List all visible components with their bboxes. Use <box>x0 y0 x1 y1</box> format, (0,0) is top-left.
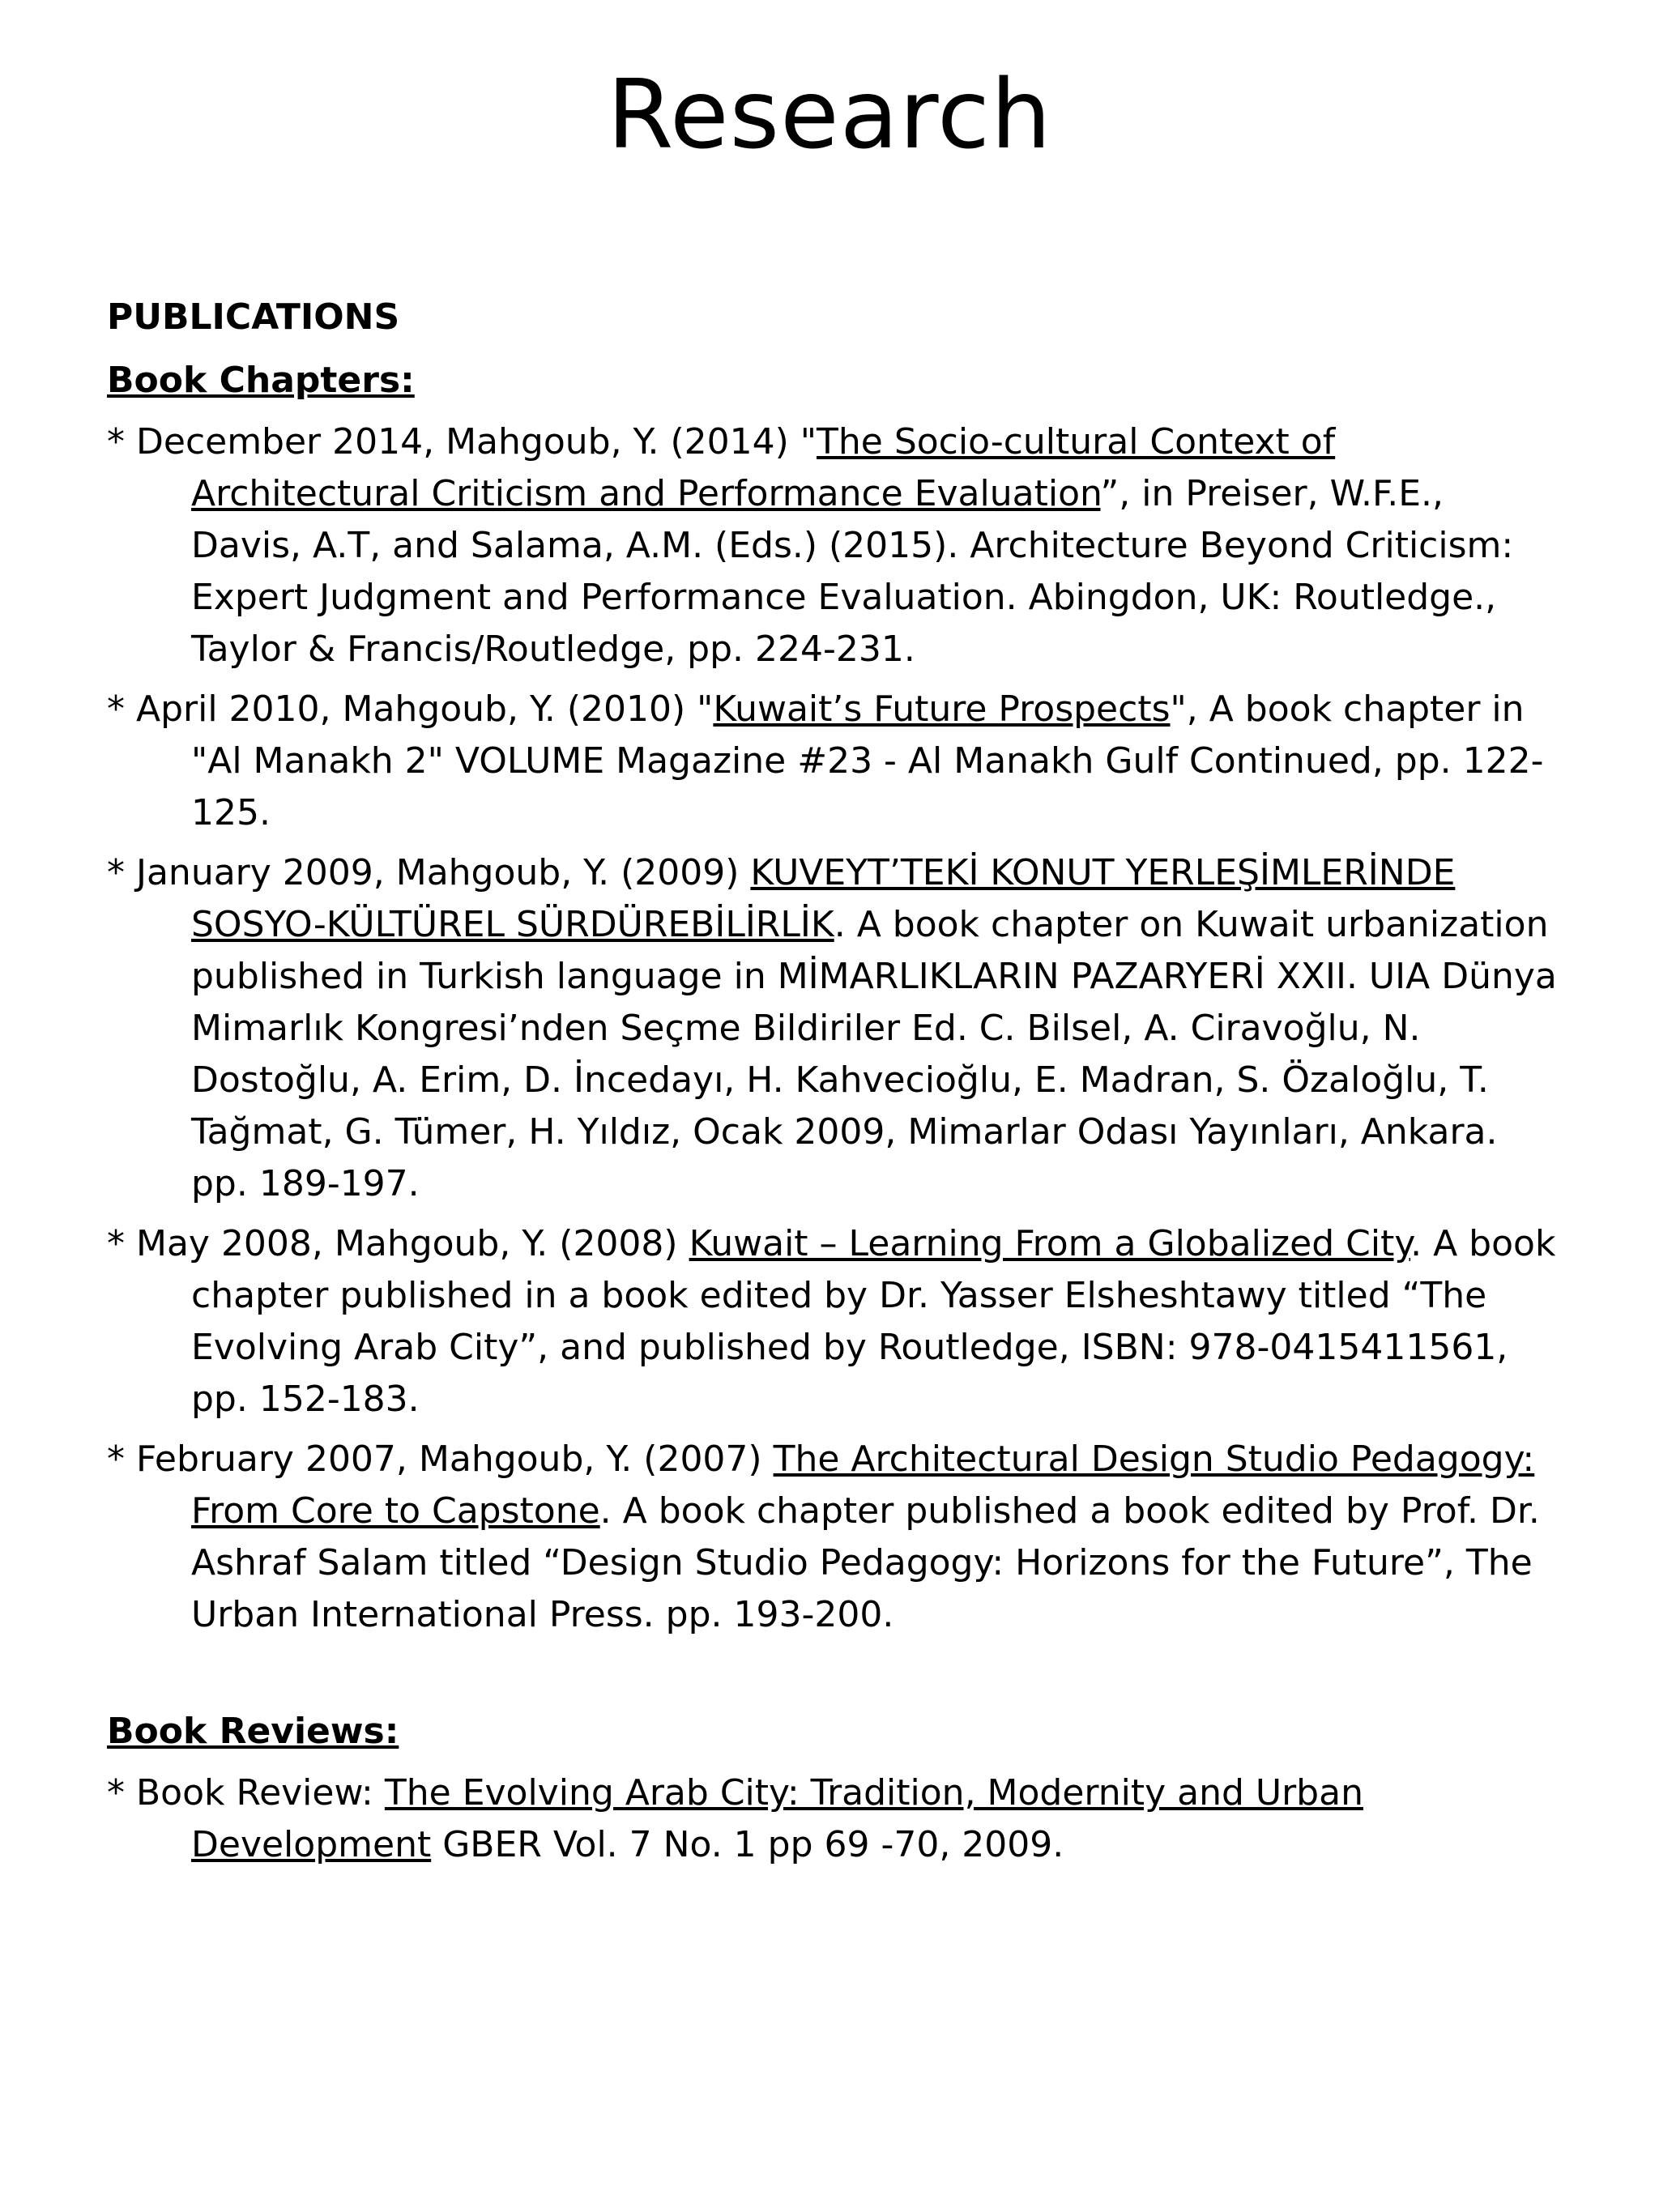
entry-suffix: ", A book chapter in "Al Manakh 2" VOLUME Magazine #23 - Al Manakh Gulf Continued, pp. 122-125. <box>191 688 1544 833</box>
entry-prefix: * February 2007, Mahgoub, Y. (2007) <box>107 1438 774 1480</box>
book-chapter-entry <box>107 847 1565 1210</box>
entry-prefix: * May 2008, Mahgoub, Y. (2008) <box>107 1223 689 1264</box>
entry-suffix: GBER Vol. 7 No. 1 pp 69 -70, 2009. <box>431 1824 1064 1865</box>
entry-prefix: * Book Review: <box>107 1772 385 1813</box>
review-title-link[interactable]: The Evolving Arab City: Tradition, Modernity and Urban Development <box>191 1772 1363 1865</box>
book-chapter-entry <box>107 416 1565 676</box>
page-title: Research <box>607 58 1052 170</box>
book-review-entry <box>107 1767 1565 1871</box>
chapter-title-link[interactable]: Kuwait – Learning From a Globalized City <box>689 1223 1411 1264</box>
entry-suffix: . A book chapter published a book edited by Prof. Dr. Ashraf Salam titled “Design Studio Pedagogy: Horizons for the Future”, The Urban International Press. pp. 193-200. <box>191 1490 1540 1635</box>
book-chapters-heading: Book Chapters: <box>107 360 415 401</box>
entry-prefix: * January 2009, Mahgoub, Y. (2009) <box>107 852 751 893</box>
book-reviews-heading: Book Reviews: <box>107 1711 399 1752</box>
chapter-title-link[interactable]: Kuwait’s Future Prospects <box>713 688 1171 730</box>
entry-prefix: * April 2010, Mahgoub, Y. (2010) " <box>107 688 714 730</box>
entry-prefix: * December 2014, Mahgoub, Y. (2014) " <box>107 421 817 462</box>
section-spacer <box>107 1649 1565 1694</box>
book-chapter-entry <box>107 1218 1565 1426</box>
publications-heading: PUBLICATIONS <box>107 296 400 338</box>
research-content <box>107 292 1565 1879</box>
book-chapter-entry <box>107 684 1565 839</box>
entry-suffix: ”, in Preiser, W.F.E., Davis, A.T, and Salama, A.M. (Eds.) (2015). Architecture Beyond Criticism: Expert Judgment and Performance Evaluation. Abingdon, UK: Routledge., Taylor & Francis/Routledge, pp. 224-231. <box>191 473 1514 670</box>
entry-suffix: . A book chapter published in a book edited by Dr. Yasser Elsheshtawy titled “The Evolving Arab City”, and published by Routledge, ISBN: 978-0415411561, pp. 152-183. <box>191 1223 1556 1420</box>
chapter-title-link[interactable]: The Architectural Design Studio Pedagogy: From Core to Capstone <box>191 1438 1535 1532</box>
entry-suffix: . A book chapter on Kuwait urbanization published in Turkish language in MİMARLIKLARIN PAZARYERİ XXII. UIA Dünya Mimarlık Kongresi’nden Seçme Bildiriler Ed. C. Bilsel, A. Ciravoğlu, N. Dostoğlu, A. Erim, D. İncedayı, H. Kahvecioğlu, E. Madran, S. Özaloğlu, T. Tağmat, G. Tümer, H. Yıldız, Ocak 2009, Mimarlar Odası Yayınları, Ankara. pp. 189-197. <box>191 904 1557 1204</box>
chapter-title-link[interactable]: The Socio-cultural Context of Architectural Criticism and Performance Evaluation <box>191 421 1336 514</box>
book-chapter-entry <box>107 1434 1565 1641</box>
chapter-title-link[interactable]: KUVEYT’TEKİ KONUT YERLEŞİMLERİNDE SOSYO-KÜLTÜREL SÜRDÜREBİLİRLİK <box>191 852 1456 945</box>
